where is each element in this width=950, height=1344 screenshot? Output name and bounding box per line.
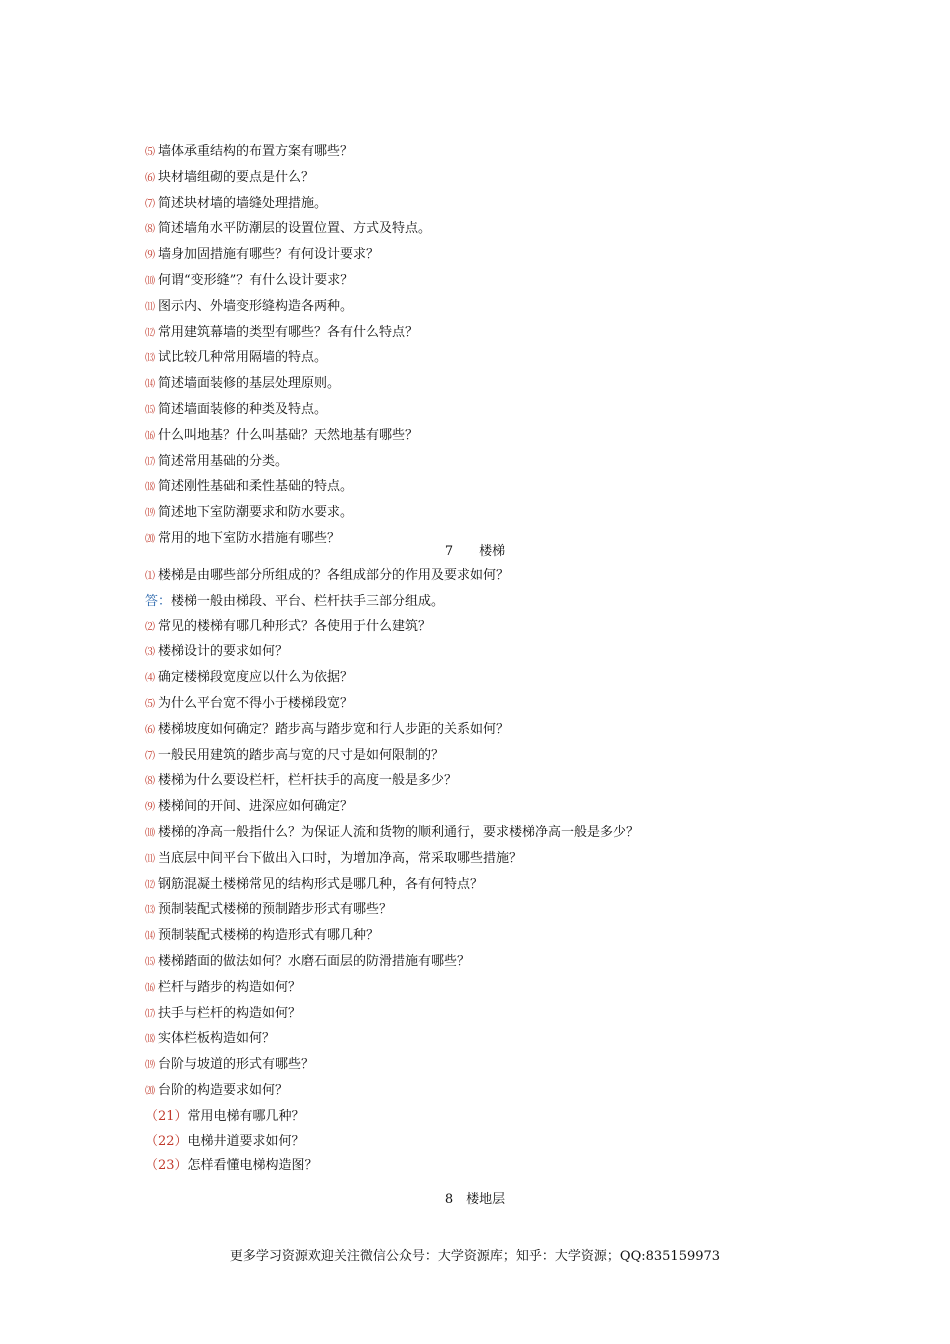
question-number: ⑽ bbox=[145, 275, 155, 287]
question-item bbox=[145, 1079, 805, 1105]
question-text: 墙身加固措施有哪些？有何设计要求？ bbox=[158, 247, 380, 263]
question-number: ⒁ bbox=[145, 379, 155, 391]
question-item bbox=[145, 924, 805, 950]
question-text: 一般民用建筑的踏步高与宽的尺寸是如何限制的？ bbox=[158, 747, 445, 763]
question-text: 常见的楼梯有哪几种形式？各使用于什么建筑？ bbox=[158, 618, 432, 634]
question-text: 钢筋混凝土楼梯常见的结构形式是哪几种，各有何特点？ bbox=[158, 876, 484, 892]
question-item bbox=[145, 640, 805, 666]
question-number: ⑺ bbox=[145, 750, 155, 762]
question-item bbox=[145, 847, 805, 873]
question-text: 何谓“变形缝”？有什么设计要求？ bbox=[158, 272, 354, 288]
question-number: ⑶ bbox=[145, 647, 155, 659]
question-number: ⑴ bbox=[145, 571, 155, 582]
question-number: ⒇ bbox=[145, 1085, 155, 1097]
question-item bbox=[145, 795, 805, 821]
question-number: ⒁ bbox=[145, 931, 155, 943]
question-text: 楼梯间的开间、进深应如何确定？ bbox=[158, 799, 354, 815]
question-number: ⒄ bbox=[145, 1008, 155, 1020]
question-number: ⑼ bbox=[145, 250, 155, 262]
question-number: ⒀ bbox=[145, 353, 155, 365]
question-text: 楼梯踏面的做法如何？水磨石面层的防滑措施有哪些？ bbox=[158, 953, 471, 969]
question-item bbox=[145, 976, 805, 1002]
question-text: 扶手与栏杆的构造如何？ bbox=[158, 1005, 302, 1021]
question-item bbox=[145, 269, 805, 295]
question-item bbox=[145, 475, 805, 501]
question-text: 楼梯坡度如何确定？踏步高与踏步宽和行人步距的关系如何？ bbox=[158, 721, 510, 737]
question-text: 楼梯设计的要求如何？ bbox=[158, 644, 289, 660]
question-number: ⑻ bbox=[145, 776, 155, 788]
question-item bbox=[145, 295, 805, 321]
question-number: ⑹ bbox=[145, 172, 155, 184]
question-text: 简述墙面装修的种类及特点。 bbox=[158, 401, 328, 417]
question-item bbox=[145, 501, 805, 527]
question-text: 块材墙组砌的要点是什么？ bbox=[158, 169, 315, 185]
question-text: 什么叫地基？什么叫基础？天然地基有哪些？ bbox=[158, 427, 419, 443]
question-number: ⑻ bbox=[145, 224, 155, 236]
answer-text: 楼梯一般由梯段、平台、栏杆扶手三部分组成。 bbox=[171, 593, 445, 609]
question-number: ⒄ bbox=[145, 456, 155, 468]
question-item bbox=[145, 1027, 805, 1053]
question-text: 为什么平台宽不得小于楼梯段宽？ bbox=[158, 695, 354, 711]
answer-item bbox=[145, 590, 805, 615]
question-item bbox=[145, 1154, 805, 1179]
question-number: （22） bbox=[145, 1133, 188, 1149]
question-item bbox=[145, 1053, 805, 1079]
question-text: 栏杆与踏步的构造如何？ bbox=[158, 979, 302, 995]
question-item bbox=[145, 243, 805, 269]
question-text: 当底层中间平台下做出入口时，为增加净高，常采取哪些措施？ bbox=[158, 850, 523, 866]
question-item bbox=[145, 217, 805, 243]
question-text: 常用电梯有哪几种？ bbox=[187, 1108, 305, 1124]
question-item bbox=[145, 564, 805, 590]
question-number: ⑾ bbox=[145, 301, 155, 313]
question-text: 预制装配式楼梯的构造形式有哪几种？ bbox=[158, 928, 380, 944]
section-7-heading: 7 楼梯 bbox=[444, 544, 506, 559]
question-number: ⑼ bbox=[145, 802, 155, 814]
question-number: ⑿ bbox=[145, 879, 155, 891]
section-7-question-list bbox=[145, 564, 805, 1179]
question-item bbox=[145, 1130, 805, 1155]
question-item bbox=[145, 398, 805, 424]
question-text: 楼梯为什么要设栏杆，栏杆扶手的高度一般是多少？ bbox=[158, 773, 458, 789]
section-8-heading: 8 楼地层 bbox=[444, 1192, 506, 1207]
question-text: 常用的地下室防水措施有哪些？ bbox=[158, 530, 341, 546]
question-text: 图示内、外墙变形缝构造各两种。 bbox=[158, 298, 354, 314]
question-text: 预制装配式楼梯的预制踏步形式有哪些？ bbox=[158, 902, 393, 918]
question-item bbox=[145, 769, 805, 795]
question-item bbox=[145, 450, 805, 476]
question-item bbox=[145, 744, 805, 770]
question-number: ⑽ bbox=[145, 827, 155, 839]
answer-label: 答： bbox=[145, 593, 172, 609]
question-text: 楼梯的净高一般指什么？为保证人流和货物的顺利通行，要求楼梯净高一般是多少？ bbox=[158, 824, 640, 840]
question-text: 简述地下室防潮要求和防水要求。 bbox=[158, 505, 354, 521]
question-number: ⑷ bbox=[145, 673, 155, 685]
question-number: ⑸ bbox=[145, 147, 155, 158]
question-item bbox=[145, 192, 805, 218]
question-text: 简述墙角水平防潮层的设置位置、方式及特点。 bbox=[158, 221, 432, 237]
question-item bbox=[145, 1105, 805, 1130]
question-item bbox=[145, 821, 665, 847]
question-number: ⒆ bbox=[145, 508, 155, 520]
question-text: 实体栏板构造如何？ bbox=[158, 1031, 276, 1047]
question-item bbox=[145, 666, 805, 692]
question-text: 简述墙面装修的基层处理原则。 bbox=[158, 376, 341, 392]
question-number: ⒃ bbox=[145, 982, 155, 994]
question-text: 简述常用基础的分类。 bbox=[158, 453, 289, 469]
question-text: 怎样看懂电梯构造图？ bbox=[187, 1158, 318, 1174]
question-text: 确定楼梯段宽度应以什么为依据？ bbox=[158, 670, 354, 686]
question-item bbox=[145, 692, 805, 718]
question-number: ⒃ bbox=[145, 430, 155, 442]
question-text: 台阶与坡道的形式有哪些？ bbox=[158, 1057, 315, 1073]
question-item bbox=[145, 372, 805, 398]
question-text: 常用建筑幕墙的类型有哪些？各有什么特点？ bbox=[158, 324, 419, 340]
question-item bbox=[145, 898, 805, 924]
question-item bbox=[145, 346, 805, 372]
question-item bbox=[145, 1002, 805, 1028]
question-number: ⑺ bbox=[145, 198, 155, 210]
question-text: 简述块材墙的墙缝处理措施。 bbox=[158, 195, 328, 211]
question-number: ⑾ bbox=[145, 853, 155, 865]
question-text: 楼梯是由哪些部分所组成的？各组成部分的作用及要求如何？ bbox=[158, 568, 510, 583]
question-number: （21） bbox=[145, 1108, 188, 1124]
question-number: ⒇ bbox=[145, 533, 155, 545]
question-number: ⒅ bbox=[145, 482, 155, 494]
question-number: ⑸ bbox=[145, 698, 155, 710]
question-number: ⒂ bbox=[145, 404, 155, 416]
question-item bbox=[145, 950, 805, 976]
question-item bbox=[145, 615, 805, 641]
question-item bbox=[145, 140, 805, 166]
question-text: 墙体承重结构的布置方案有哪些？ bbox=[158, 144, 354, 159]
question-item bbox=[145, 321, 805, 347]
question-number: （23） bbox=[145, 1158, 188, 1174]
question-number: ⒅ bbox=[145, 1034, 155, 1046]
section-6-question-list bbox=[145, 140, 805, 553]
question-item bbox=[145, 424, 805, 450]
question-number: ⑹ bbox=[145, 724, 155, 736]
question-number: ⑵ bbox=[145, 621, 155, 633]
question-text: 台阶的构造要求如何？ bbox=[158, 1082, 289, 1098]
question-text: 电梯井道要求如何？ bbox=[187, 1133, 305, 1149]
question-text: 试比较几种常用隔墙的特点。 bbox=[158, 350, 328, 366]
question-item bbox=[145, 873, 805, 899]
question-text: 简述刚性基础和柔性基础的特点。 bbox=[158, 479, 354, 495]
question-number: ⒀ bbox=[145, 905, 155, 917]
question-number: ⒆ bbox=[145, 1060, 155, 1072]
question-item bbox=[145, 166, 805, 192]
question-number: ⒂ bbox=[145, 956, 155, 968]
question-number: ⑿ bbox=[145, 327, 155, 339]
question-item bbox=[145, 718, 805, 744]
footer-notice: 更多学习资源欢迎关注微信公众号：大学资源库；知乎：大学资源；QQ:835159973 bbox=[229, 1249, 721, 1264]
